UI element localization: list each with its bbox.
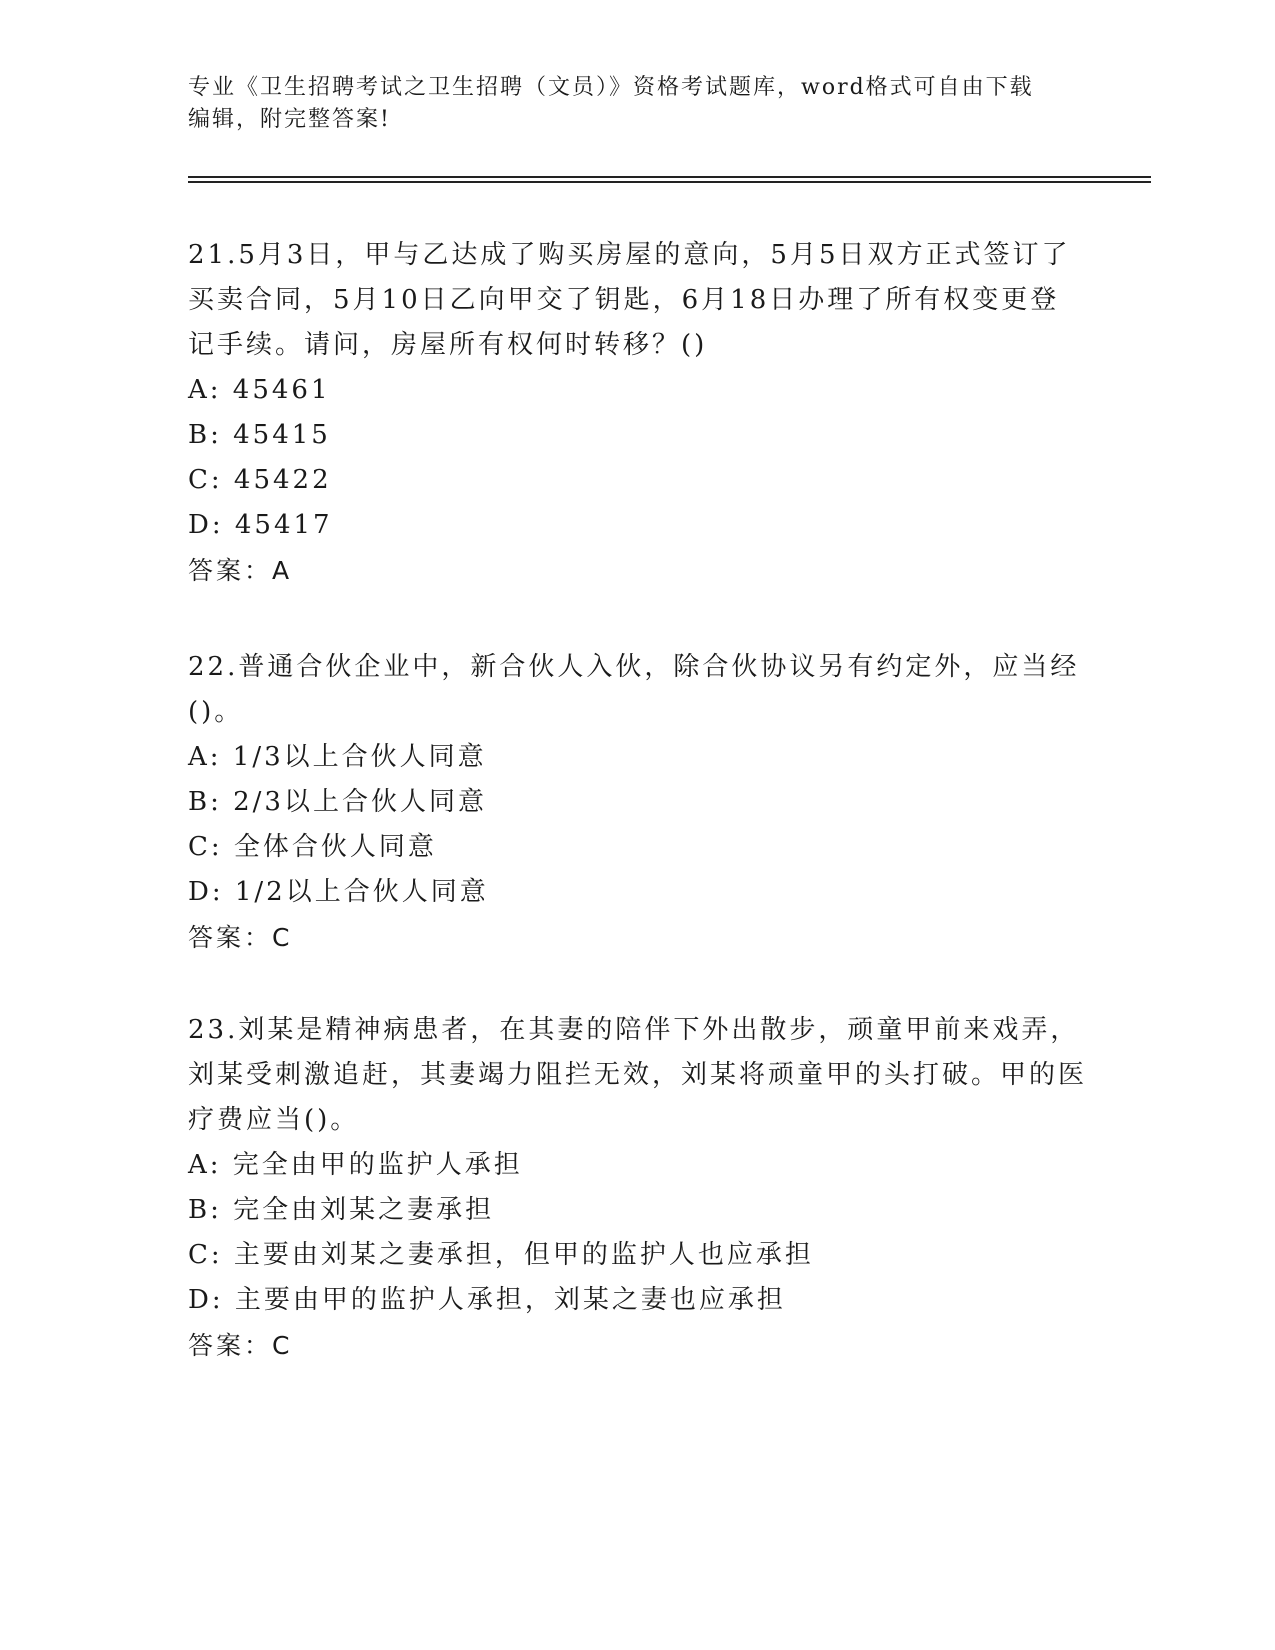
header-line-1: 专业《卫生招聘考试之卫生招聘（文员）》资格考试题库，word格式可自由下载 (188, 75, 1034, 100)
answer: 答案：C (188, 1331, 293, 1360)
option-c: C: 45422 (188, 465, 332, 495)
document-header (188, 72, 1088, 136)
header-divider-bottom (188, 181, 1151, 183)
option-b: B: 2/3以上合伙人同意 (188, 787, 487, 817)
option-c: C: 主要由刘某之妻承担，但甲的监护人也应承担 (188, 1240, 814, 1270)
option-a: A: 1/3以上合伙人同意 (188, 742, 487, 772)
question-21 (188, 233, 1088, 593)
answer: 答案：A (188, 556, 293, 585)
question-stem: 21.5月3日，甲与乙达成了购买房屋的意向，5月5日双方正式签订了买卖合同，5月10日乙向甲交了钥匙，6月18日办理了所有权变更登记手续。请问，房屋所有权何时转移？() (188, 240, 1071, 360)
question-stem: 22.普通合伙企业中，新合伙人入伙，除合伙协议另有约定外，应当经()。 (188, 652, 1080, 727)
question-22 (188, 645, 1088, 960)
option-a: A: 45461 (188, 375, 331, 405)
option-a: A: 完全由甲的监护人承担 (188, 1150, 523, 1180)
header-divider-top (188, 176, 1151, 178)
header-line-2: 编辑，附完整答案! (188, 107, 391, 132)
question-stem: 23.刘某是精神病患者，在其妻的陪伴下外出散步，顽童甲前来戏弄，刘某受刺激追赶，其妻竭力阻拦无效，刘某将顽童甲的头打破。甲的医疗费应当()。 (188, 1015, 1088, 1135)
option-d: D: 主要由甲的监护人承担，刘某之妻也应承担 (188, 1285, 786, 1315)
option-c: C: 全体合伙人同意 (188, 832, 437, 862)
question-23 (188, 1008, 1088, 1368)
option-d: D: 45417 (188, 510, 333, 540)
option-d: D: 1/2以上合伙人同意 (188, 877, 489, 907)
option-b: B: 45415 (188, 420, 331, 450)
answer: 答案：C (188, 923, 293, 952)
option-b: B: 完全由刘某之妻承担 (188, 1195, 495, 1225)
